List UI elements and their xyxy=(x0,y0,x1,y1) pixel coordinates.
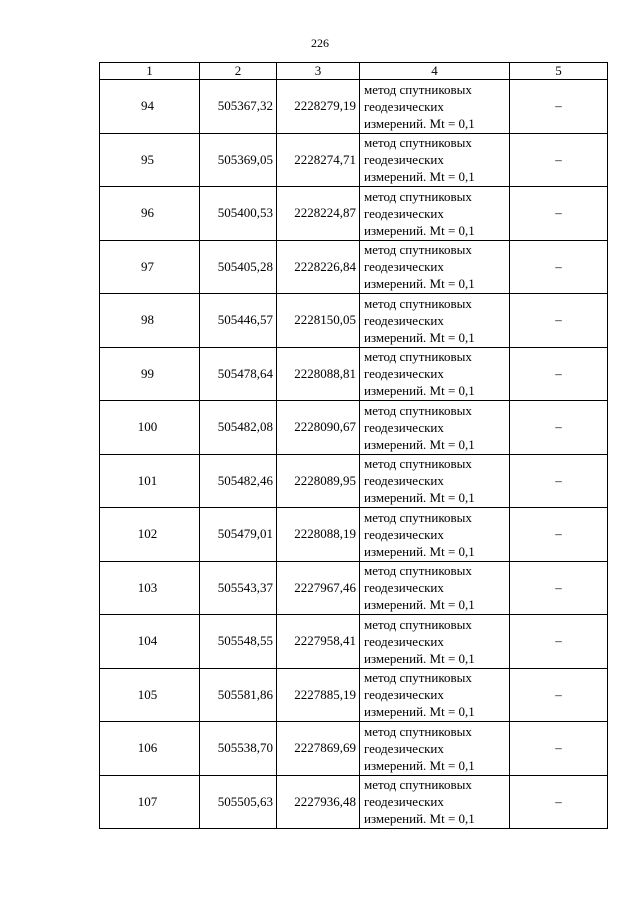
method-line-2: геодезических xyxy=(364,152,444,168)
table-row xyxy=(100,133,608,187)
table-row xyxy=(100,240,608,294)
method-line-1: метод спутниковых xyxy=(364,295,472,311)
point-number: 96 xyxy=(100,187,200,241)
note-cell: – xyxy=(510,133,608,187)
x-coordinate: 505548,55 xyxy=(200,615,277,669)
table-row xyxy=(100,294,608,348)
measurement-method xyxy=(360,561,510,615)
table-row xyxy=(100,668,608,722)
measurement-method xyxy=(360,401,510,455)
point-number: 97 xyxy=(100,240,200,294)
table-row xyxy=(100,454,608,508)
point-number: 107 xyxy=(100,775,200,829)
y-coordinate: 2228150,05 xyxy=(277,294,360,348)
point-number: 95 xyxy=(100,133,200,187)
method-line-2: геодезических xyxy=(364,259,444,275)
note-cell: – xyxy=(510,775,608,829)
column-header: 4 xyxy=(360,63,510,80)
method-line-3: измерений. Mt = 0,1 xyxy=(364,436,475,452)
y-coordinate: 2227967,46 xyxy=(277,561,360,615)
y-coordinate: 2227869,69 xyxy=(277,722,360,776)
y-coordinate: 2228279,19 xyxy=(277,80,360,134)
column-header: 5 xyxy=(510,63,608,80)
y-coordinate: 2228089,95 xyxy=(277,454,360,508)
x-coordinate: 505405,28 xyxy=(200,240,277,294)
y-coordinate: 2228088,19 xyxy=(277,508,360,562)
method-line-1: метод спутниковых xyxy=(364,242,472,258)
x-coordinate: 505581,86 xyxy=(200,668,277,722)
method-line-3: измерений. Mt = 0,1 xyxy=(364,704,475,720)
table-row xyxy=(100,561,608,615)
method-line-3: измерений. Mt = 0,1 xyxy=(364,490,475,506)
x-coordinate: 505479,01 xyxy=(200,508,277,562)
measurement-method xyxy=(360,722,510,776)
table-row xyxy=(100,775,608,829)
method-line-2: геодезических xyxy=(364,794,444,810)
x-coordinate: 505482,08 xyxy=(200,401,277,455)
method-line-1: метод спутниковых xyxy=(364,135,472,151)
measurement-method xyxy=(360,454,510,508)
method-line-2: геодезических xyxy=(364,98,444,114)
method-line-1: метод спутниковых xyxy=(364,670,472,686)
y-coordinate: 2228224,87 xyxy=(277,187,360,241)
point-number: 105 xyxy=(100,668,200,722)
table-row xyxy=(100,508,608,562)
method-line-2: геодезических xyxy=(364,366,444,382)
point-number: 101 xyxy=(100,454,200,508)
note-cell: – xyxy=(510,508,608,562)
measurement-method xyxy=(360,133,510,187)
note-cell: – xyxy=(510,294,608,348)
x-coordinate: 505400,53 xyxy=(200,187,277,241)
method-line-3: измерений. Mt = 0,1 xyxy=(364,115,475,131)
table-header-row xyxy=(100,63,608,80)
table-row xyxy=(100,347,608,401)
measurement-method xyxy=(360,615,510,669)
method-line-3: измерений. Mt = 0,1 xyxy=(364,222,475,238)
x-coordinate: 505482,46 xyxy=(200,454,277,508)
point-number: 94 xyxy=(100,80,200,134)
note-cell: – xyxy=(510,615,608,669)
note-cell: – xyxy=(510,561,608,615)
note-cell: – xyxy=(510,347,608,401)
point-number: 100 xyxy=(100,401,200,455)
measurement-method xyxy=(360,187,510,241)
table-row xyxy=(100,722,608,776)
method-line-2: геодезических xyxy=(364,473,444,489)
method-line-1: метод спутниковых xyxy=(364,402,472,418)
method-line-3: измерений. Mt = 0,1 xyxy=(364,169,475,185)
x-coordinate: 505367,32 xyxy=(200,80,277,134)
point-number: 102 xyxy=(100,508,200,562)
table-row xyxy=(100,615,608,669)
measurement-method xyxy=(360,508,510,562)
method-line-1: метод спутниковых xyxy=(364,81,472,97)
method-line-1: метод спутниковых xyxy=(364,509,472,525)
x-coordinate: 505478,64 xyxy=(200,347,277,401)
method-line-1: метод спутниковых xyxy=(364,188,472,204)
point-number: 104 xyxy=(100,615,200,669)
measurement-method xyxy=(360,80,510,134)
coordinates-table xyxy=(99,62,608,829)
y-coordinate: 2227885,19 xyxy=(277,668,360,722)
table-row xyxy=(100,401,608,455)
method-line-2: геодезических xyxy=(364,687,444,703)
method-line-3: измерений. Mt = 0,1 xyxy=(364,811,475,827)
x-coordinate: 505538,70 xyxy=(200,722,277,776)
method-line-3: измерений. Mt = 0,1 xyxy=(364,597,475,613)
measurement-method xyxy=(360,240,510,294)
method-line-3: измерений. Mt = 0,1 xyxy=(364,383,475,399)
x-coordinate: 505446,57 xyxy=(200,294,277,348)
method-line-1: метод спутниковых xyxy=(364,723,472,739)
note-cell: – xyxy=(510,240,608,294)
y-coordinate: 2228226,84 xyxy=(277,240,360,294)
column-header: 3 xyxy=(277,63,360,80)
method-line-2: геодезических xyxy=(364,740,444,756)
column-header: 1 xyxy=(100,63,200,80)
method-line-2: геодезических xyxy=(364,419,444,435)
column-header: 2 xyxy=(200,63,277,80)
measurement-method xyxy=(360,347,510,401)
method-line-3: измерений. Mt = 0,1 xyxy=(364,543,475,559)
y-coordinate: 2228274,71 xyxy=(277,133,360,187)
table-row xyxy=(100,187,608,241)
page-number: 226 xyxy=(311,36,329,50)
method-line-2: геодезических xyxy=(364,526,444,542)
point-number: 98 xyxy=(100,294,200,348)
measurement-method xyxy=(360,775,510,829)
point-number: 99 xyxy=(100,347,200,401)
method-line-3: измерений. Mt = 0,1 xyxy=(364,757,475,773)
method-line-1: метод спутниковых xyxy=(364,456,472,472)
point-number: 106 xyxy=(100,722,200,776)
measurement-method xyxy=(360,294,510,348)
point-number: 103 xyxy=(100,561,200,615)
y-coordinate: 2227936,48 xyxy=(277,775,360,829)
measurement-method xyxy=(360,668,510,722)
x-coordinate: 505543,37 xyxy=(200,561,277,615)
method-line-2: геодезических xyxy=(364,205,444,221)
note-cell: – xyxy=(510,187,608,241)
y-coordinate: 2227958,41 xyxy=(277,615,360,669)
method-line-2: геодезических xyxy=(364,633,444,649)
x-coordinate: 505369,05 xyxy=(200,133,277,187)
note-cell: – xyxy=(510,80,608,134)
note-cell: – xyxy=(510,722,608,776)
x-coordinate: 505505,63 xyxy=(200,775,277,829)
note-cell: – xyxy=(510,454,608,508)
table-row xyxy=(100,80,608,134)
note-cell: – xyxy=(510,668,608,722)
method-line-2: геодезических xyxy=(364,312,444,328)
method-line-1: метод спутниковых xyxy=(364,616,472,632)
method-line-2: геодезических xyxy=(364,580,444,596)
method-line-1: метод спутниковых xyxy=(364,563,472,579)
method-line-3: измерений. Mt = 0,1 xyxy=(364,650,475,666)
note-cell: – xyxy=(510,401,608,455)
y-coordinate: 2228088,81 xyxy=(277,347,360,401)
table-body xyxy=(100,80,608,829)
method-line-1: метод спутниковых xyxy=(364,349,472,365)
method-line-3: измерений. Mt = 0,1 xyxy=(364,329,475,345)
method-line-3: измерений. Mt = 0,1 xyxy=(364,276,475,292)
method-line-1: метод спутниковых xyxy=(364,777,472,793)
y-coordinate: 2228090,67 xyxy=(277,401,360,455)
